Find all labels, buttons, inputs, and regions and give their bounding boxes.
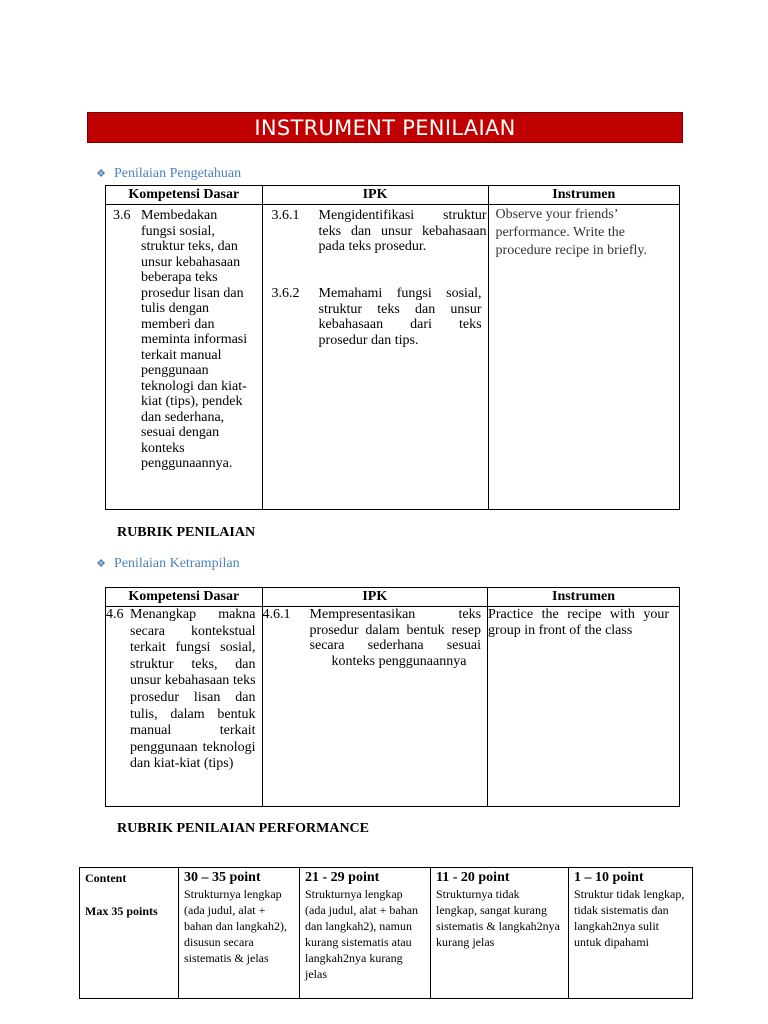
kd-line: struktur teks, dan <box>141 239 238 254</box>
header-ipk: IPK <box>262 588 488 607</box>
score-description: Strukturnya lengkap (ada judul, alat + bahan dan langkah2), disusun secara sistematis & jelas <box>184 887 287 965</box>
ipk-cell <box>262 607 488 807</box>
kd-line: beberapa teks <box>141 270 218 285</box>
kd-number: 3.6 <box>113 208 131 223</box>
ipk-number: 3.6.2 <box>271 286 300 301</box>
kd-line: penggunaannya. <box>141 456 233 471</box>
score-description: Struktur tidak lengkap, tidak sistematis dan langkah2nya sulit untuk dipahami <box>574 887 685 949</box>
score-cell <box>300 868 431 999</box>
ipk-item <box>272 286 488 348</box>
rubrik-performance-heading: RUBRIK PENILAIAN PERFORMANCE <box>117 821 370 836</box>
ipk-number: 3.6.1 <box>271 208 300 223</box>
kd-text <box>141 208 262 472</box>
title-banner: INSTRUMENT PENILAIAN <box>87 112 683 143</box>
section-heading-pengetahuan <box>90 166 241 182</box>
score-points: 1 – 10 point <box>574 870 644 885</box>
instrumen-cell <box>488 205 679 510</box>
diamond-bullet-icon: ❖ <box>96 168 106 180</box>
score-description: Strukturnya tidak lengkap, sangat kurang sistematis & langkah2nya kurang jelas <box>436 887 560 949</box>
score-points: 30 – 35 point <box>184 870 261 885</box>
kd-line: konteks <box>141 440 185 456</box>
kd-line: terkait manual <box>141 347 222 363</box>
kd-line: sesuai dengan <box>141 425 220 440</box>
kd-line: fungsi sosial, <box>141 223 215 239</box>
score-points: 21 - 29 point <box>305 870 380 885</box>
instrumen-cell <box>488 607 680 807</box>
header-kompetensi-dasar: Kompetensi Dasar <box>106 588 263 607</box>
content-label-cell <box>80 868 179 999</box>
kd-line: teknologi dan kiat- <box>141 378 247 394</box>
max-points-label: Max 35 points <box>85 904 158 918</box>
kd-number: 4.6 <box>106 607 124 622</box>
ipk-cell <box>262 205 488 510</box>
score-cell <box>431 868 569 999</box>
instrumen-text: Practice the recipe with your group in front of the class <box>488 607 669 638</box>
header-instrumen: Instrumen <box>488 186 679 205</box>
table-ketrampilan <box>105 587 680 807</box>
kd-cell <box>106 607 263 807</box>
header-kompetensi-dasar: Kompetensi Dasar <box>106 186 263 205</box>
table-performance <box>79 867 693 999</box>
kd-line: Membedakan <box>141 208 218 223</box>
ipk-text: Memahami fungsi sosial, struktur teks dan unsur kebahasaan dari teks prosedur dan tips. <box>318 286 482 348</box>
kd-line: memberi dan <box>141 316 215 332</box>
kd-text: Menangkap makna secara kontekstual terkait fungsi sosial, struktur teks, dan unsur kebahasaan teks prosedur lisan dan tulis, dalam bentuk manual terkait penggunaan teknologi dan kiat-kiat (tips) <box>130 607 256 772</box>
section-heading-text: Penilaian Ketrampilan <box>114 556 240 571</box>
header-ipk: IPK <box>262 186 488 205</box>
content-label: Content <box>85 871 127 885</box>
kd-line: tulis dengan <box>141 301 210 316</box>
diamond-bullet-icon: ❖ <box>96 558 106 570</box>
table-pengetahuan <box>105 185 680 510</box>
kd-line: kiat (tips), pendek <box>141 394 243 409</box>
kd-line: prosedur lisan dan <box>141 285 244 301</box>
score-points: 11 - 20 point <box>436 870 510 885</box>
kd-line: meminta informasi <box>141 332 248 347</box>
ipk-text-body: Mempresentasikan teks prosedur dalam bentuk resep secara sederhana sesuai <box>309 607 482 653</box>
kd-line: penggunaan <box>141 363 209 378</box>
kd-line: dan sederhana, <box>141 409 225 425</box>
score-cell <box>179 868 300 999</box>
ipk-text: Mengidentifikasi struktur teks dan unsur kebahasaan pada teks prosedur. <box>318 208 487 254</box>
section-heading-text: Penilaian Pengetahuan <box>114 166 242 181</box>
kd-cell <box>106 205 263 510</box>
score-cell <box>569 868 693 999</box>
ipk-number: 4.6.1 <box>262 607 291 622</box>
ipk-item <box>272 208 488 286</box>
instrumen-text: Observe your friends’ performance. Write the procedure recipe in briefly. <box>495 207 647 258</box>
rubrik-heading: RUBRIK PENILAIAN <box>117 525 256 540</box>
ipk-text-last: konteks penggunaannya <box>331 653 467 669</box>
section-heading-ketrampilan <box>90 556 240 572</box>
score-description: Strukturnya lengkap (ada judul, alat + bahan dan langkah2), namun kurang sistematis atau langkah2nya kurang jelas <box>305 887 419 981</box>
ipk-text <box>310 607 482 669</box>
kd-line: unsur kebahasaan <box>141 254 241 270</box>
header-instrumen: Instrumen <box>488 588 680 607</box>
